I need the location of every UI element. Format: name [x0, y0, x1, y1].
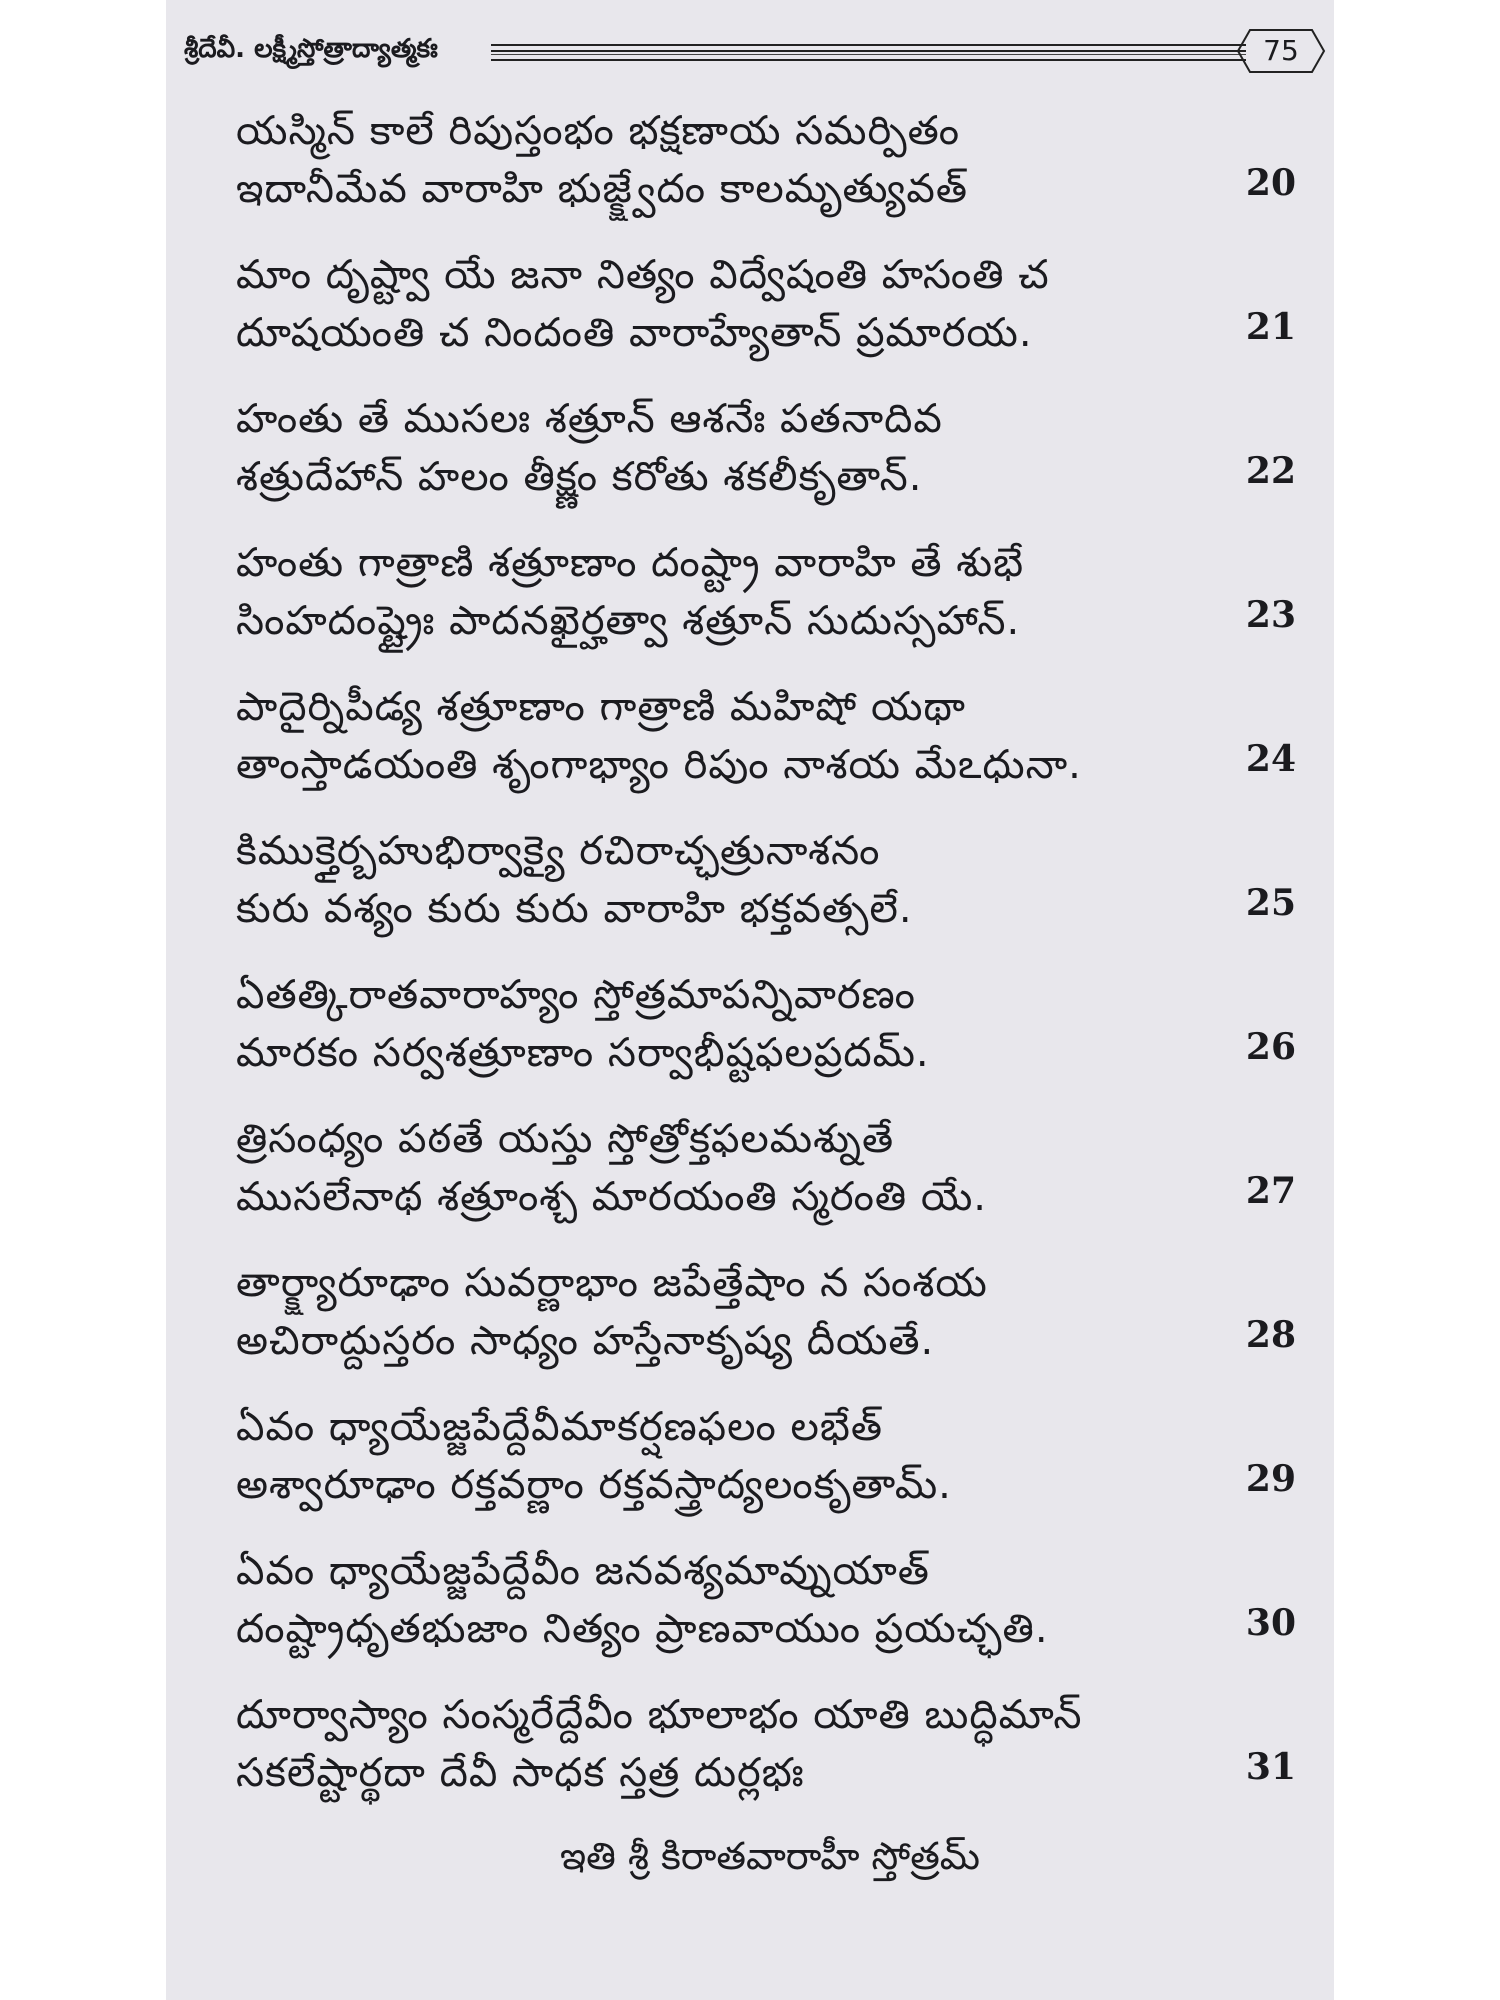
- verse-line: దంష్ట్రాధృతభుజాం నిత్యం ప్రాణవాయుం ప్రయచ్ఛతి.: [236, 1606, 1049, 1652]
- verse-29: [166, 1394, 1334, 1538]
- verse-line: యస్మిన్ కాలే రిపుస్తంభం భక్షణాయ సమర్పితం: [236, 108, 961, 154]
- verse-number: 28: [1245, 1314, 1296, 1356]
- verse-number: 31: [1245, 1746, 1296, 1788]
- verse-line: హంతు గాత్రాణి శత్రూణాం దంష్ట్రా వారాహి తే శుభే: [236, 540, 1025, 586]
- verse-30: [166, 1538, 1334, 1682]
- verse-line: కురు వశ్యం కురు కురు వారాహి భక్తవత్సలే.: [236, 886, 913, 932]
- verse-number: 22: [1245, 450, 1296, 492]
- verse-line: సింహదంష్ట్రైః పాదనఖైర్హత్వా శత్రూన్ సుదుస్సహాన్.: [236, 598, 1021, 644]
- page-number: 75: [1263, 34, 1299, 67]
- verse-number: 30: [1245, 1602, 1296, 1644]
- verse-line: హంతు తే ముసలః శత్రూన్ ఆశనేః పతనాదివ: [236, 396, 943, 442]
- verse-28: [166, 1250, 1334, 1394]
- verse-line: మాం దృష్ట్వా యే జనా నిత్యం విద్వేషంతి హసంతి చ: [236, 252, 1050, 298]
- verse-line: తార్క్ష్యారూఢాం సువర్ణాభాం జపేత్తేషాం న సంశయ: [236, 1260, 988, 1306]
- verse-line: ముసలేనాథ శత్రూంశ్చ మారయంతి స్మరంతి యే.: [236, 1174, 988, 1220]
- verse-22: [166, 386, 1334, 530]
- verse-number: 20: [1245, 162, 1296, 204]
- page-number-badge: [1236, 28, 1326, 74]
- header-rule: [491, 44, 1246, 61]
- verse-number: 27: [1245, 1170, 1296, 1212]
- verse-line: తాంస్తాడయంతి శృంగాభ్యాం రిపుం నాశయ మేఽధునా.: [236, 742, 1082, 788]
- verse-line: అచిరాద్దుస్తరం సాధ్యం హస్తేనాకృష్య దీయతే.: [236, 1318, 935, 1364]
- book-page: [166, 0, 1334, 2000]
- verse-line: త్రిసంధ్యం పఠతే యస్తు స్తోత్రోక్తఫలమశ్నుతే: [236, 1116, 895, 1162]
- verse-number: 29: [1245, 1458, 1296, 1500]
- verse-line: పాదైర్నిపీడ్య శత్రూణాం గాత్రాణి మహిషో యథా: [236, 684, 966, 730]
- verse-21: [166, 242, 1334, 386]
- verse-line: కిముక్తైర్బహుభిర్వాక్యై రచిరాచ్ఛత్రునాశనం: [236, 828, 881, 874]
- verse-line: ఏవం ధ్యాయేజ్జపేద్దేవీమాకర్షణఫలం లభేత్: [236, 1404, 883, 1450]
- verse-24: [166, 674, 1334, 818]
- verse-23: [166, 530, 1334, 674]
- verse-line: అశ్వారూఢాం రక్తవర్ణాం రక్తవస్త్రాద్యలంకృతామ్.: [236, 1462, 952, 1508]
- verse-line: ఇదానీమేవ వారాహి భుజ్క్ష్వేదం కాలమృత్యువత్: [236, 166, 968, 212]
- verse-line: సకలేష్టార్థదా దేవీ సాధక స్తత్ర దుర్లభః: [236, 1750, 805, 1796]
- verse-line: శత్రుదేహాన్ హలం తీక్ష్ణం కరోతు శకలీకృతాన్.: [236, 454, 923, 500]
- verse-number: 24: [1245, 738, 1296, 780]
- verse-25: [166, 818, 1334, 962]
- verse-line: ఏతత్కిరాతవారాహ్యం స్తోత్రమాపన్నివారణం: [236, 972, 916, 1018]
- colophon: ఇతి శ్రీ కిరాతవారాహీ స్తోత్రమ్: [559, 1834, 980, 1878]
- page-header: [166, 20, 1334, 90]
- verse-26: [166, 962, 1334, 1106]
- verse-20: [166, 98, 1334, 242]
- verse-line: ఏవం ధ్యాయేజ్జపేద్దేవీం జనవశ్యమావ్నుయాత్: [236, 1548, 930, 1594]
- running-head-title: శ్రీదేవీ. లక్ష్మీస్తోత్రాద్యాత్మకః: [184, 34, 438, 64]
- verse-number: 26: [1245, 1026, 1296, 1068]
- verse-number: 21: [1245, 306, 1296, 348]
- verse-line: దూర్వాస్యాం సంస్మరేద్దేవీం భూలాభం యాతి బుద్ధిమాన్: [236, 1692, 1083, 1738]
- verse-list: [166, 98, 1334, 1826]
- verse-number: 25: [1245, 882, 1296, 924]
- verse-31: [166, 1682, 1334, 1826]
- verse-27: [166, 1106, 1334, 1250]
- verse-number: 23: [1245, 594, 1296, 636]
- verse-line: మారకం సర్వశత్రూణాం సర్వాభీష్టఫలప్రదమ్.: [236, 1030, 930, 1076]
- verse-line: దూషయంతి చ నిందంతి వారాహ్యేతాన్ ప్రమారయ.: [236, 310, 1033, 356]
